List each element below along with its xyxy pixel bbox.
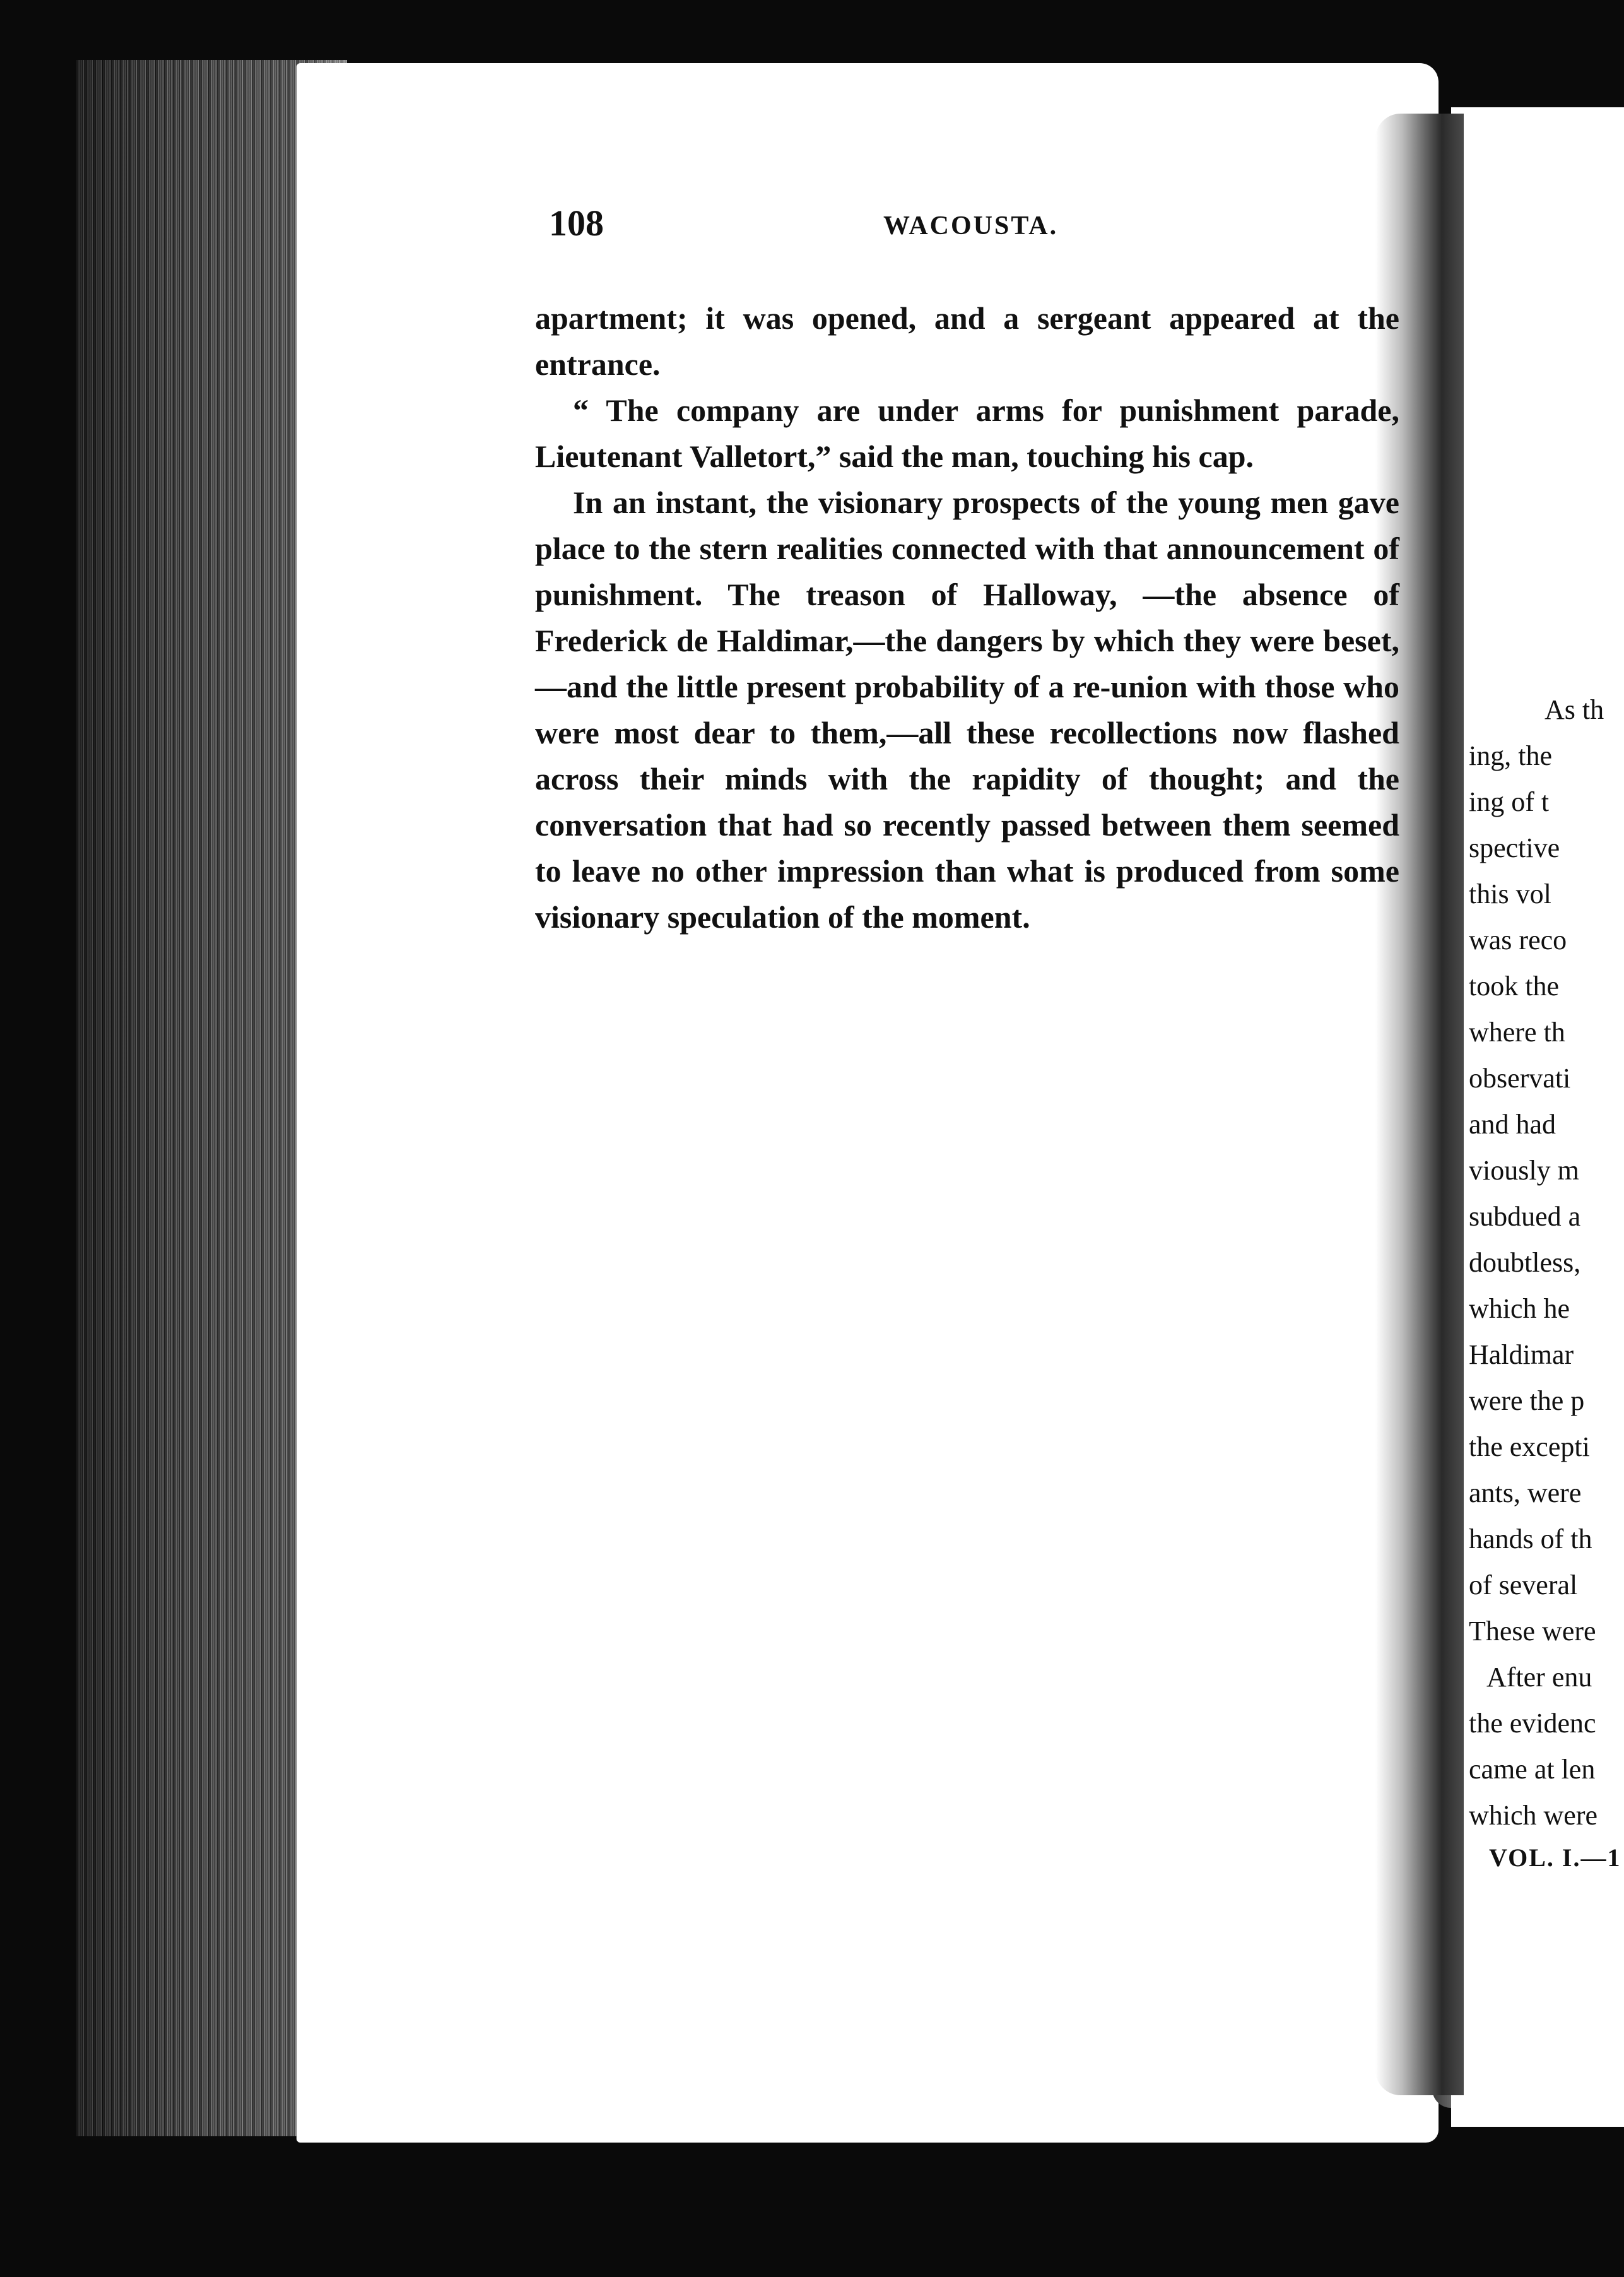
right-page-signature: VOL. I.—1: [1489, 1843, 1621, 1872]
right-line: As th: [1545, 694, 1604, 725]
right-line: and had: [1469, 1109, 1556, 1140]
right-line: observati: [1469, 1063, 1571, 1094]
right-line: Haldimar: [1469, 1339, 1574, 1370]
right-line: ing of t: [1469, 786, 1550, 817]
body-text: [535, 295, 1399, 940]
right-line: the evidenc: [1469, 1708, 1596, 1739]
right-line: took the: [1469, 971, 1559, 1002]
right-line: ants, were: [1469, 1477, 1582, 1508]
right-line: which were: [1469, 1800, 1598, 1831]
right-line: hands of th: [1469, 1523, 1592, 1554]
right-line: ing, the: [1469, 740, 1552, 771]
right-line: which he: [1469, 1293, 1570, 1324]
right-line: After enu: [1486, 1662, 1592, 1693]
right-line: subdued a: [1469, 1201, 1581, 1232]
right-line: These were: [1469, 1616, 1596, 1647]
running-title: WACOUSTA.: [883, 211, 1059, 240]
right-line: viously m: [1469, 1155, 1579, 1186]
right-line: the excepti: [1469, 1431, 1590, 1462]
right-line: this vol: [1469, 878, 1551, 909]
right-line: spective: [1469, 832, 1560, 863]
right-page-text: [1469, 687, 1624, 1838]
right-line: where th: [1469, 1017, 1565, 1048]
paragraph-main: In an instant, the visionary prospects of the young men gave place to the stern realities connected with that announcement of punishment. The treason of Halloway, —the absence of Frederick de Haldimar,—the dangers by which they were beset,—and the little present probability of a re-union with those who were most dear to them,—all these recollections now flashed across their minds with the rapidity of thought; and the conversation that had so recently passed between them seemed to leave no other impression than what is produced from some visionary speculation of the moment.: [535, 485, 1399, 935]
right-line: doubtless,: [1469, 1247, 1581, 1278]
right-line: was reco: [1469, 925, 1567, 955]
right-line: were the p: [1469, 1385, 1585, 1416]
paragraph-dialogue: “ The company are under arms for punishment parade, Lieutenant Valletort,” said the man, touching his cap.: [535, 393, 1399, 474]
right-line: came at len: [1469, 1754, 1596, 1785]
right-line: of several: [1469, 1570, 1578, 1600]
page-number: 108: [549, 203, 604, 244]
paragraph-continuation: apartment; it was opened, and a sergeant appeared at the entrance.: [535, 300, 1399, 382]
page-header: [549, 202, 1382, 252]
